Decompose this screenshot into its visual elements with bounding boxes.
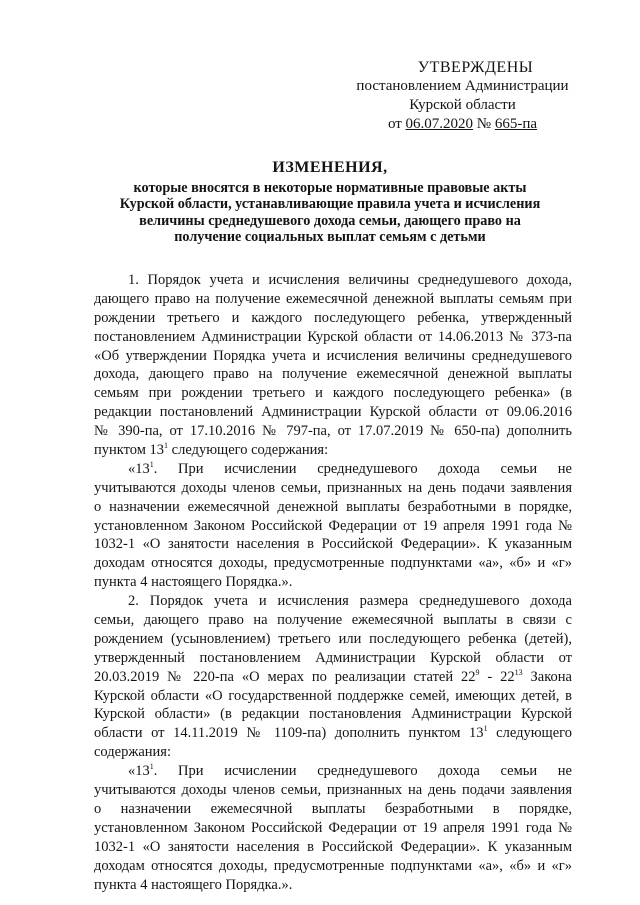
text-line: Курской области «О государственной поддержке семей, имеющих детей, в	[94, 687, 572, 704]
text-line: дохода, дающего право на получение ежемесячной денежной выплаты	[94, 366, 572, 383]
text-line: рождении третьего и каждого последующего ребенка, утвержденный	[94, 309, 572, 326]
approval-number: 665-па	[494, 116, 538, 132]
text-line: учитываются доходы членов семьи, признанных на день подачи заявления	[94, 782, 572, 799]
text-line: редакции постановлений Администрации Курской области от 09.06.2016	[94, 404, 572, 421]
approval-date: 06.07.2020	[405, 116, 474, 132]
text-line: о назначении ежемесячной денежной выплаты безработными в порядке,	[94, 498, 572, 515]
document-body	[94, 271, 572, 894]
heading-line: получение социальных выплат семьям с детьми	[174, 229, 486, 245]
date-prefix: от	[387, 116, 402, 132]
text-line: установленном Законом Российской Федерации от 19 апреля 1991 года №	[94, 517, 572, 534]
number-prefix: №	[476, 116, 492, 132]
text-line: «$13^1$. При исчислении среднедушевого дохода семьи не	[128, 459, 572, 477]
approval-title: УТВЕРЖДЕНЫ	[417, 59, 534, 76]
text-line: пункта 4 настоящего Порядка.».	[94, 574, 293, 591]
text-line: доходам относятся доходы, предусмотренные подпунктами «а», «б» и «г»	[94, 555, 572, 572]
text-line: 1. Порядок учета и исчисления величины среднедушевого дохода,	[128, 272, 572, 288]
text-line: семьи, дающего право на получение ежемесячной выплаты в связи с	[94, 612, 572, 629]
text-line: 1032-1 «О занятости населения в Российской Федерации». К указанным	[94, 838, 572, 855]
text-line: семьям при рождении третьего и каждого последующего ребенка» (в	[94, 385, 572, 402]
document-heading	[95, 160, 565, 246]
heading-title: ИЗМЕНЕНИЯ,	[272, 159, 388, 176]
approval-line: Курской области	[409, 97, 516, 113]
text-line: «$13^1$. При исчислении среднедушевого дохода семьи не	[128, 762, 572, 780]
text-line: пункта 4 настоящего Порядка.».	[94, 876, 293, 893]
approval-line: постановлением Администрации	[356, 78, 569, 94]
text-line: доходам относятся доходы, предусмотренные подпунктами «а», «б» и «г»	[94, 857, 572, 874]
text-line: утвержденный постановлением Администрации Курской области от	[94, 649, 572, 666]
text-line: постановлением Администрации Курской области от 14.06.2013 № 373-па	[94, 328, 572, 345]
text-line: 2. Порядок учета и исчисления размера среднедушевого дохода	[128, 593, 572, 610]
text-line: № 390-па, от 17.10.2016 № 797-па, от 17.07.2019 № 650-па) дополнить	[94, 423, 572, 440]
text-line: дающего право на получение ежемесячной денежной выплаты семьям при	[94, 290, 572, 307]
text-line: области от 14.11.2019 № 1109-па) дополнить пунктом $13^1$ следующего	[94, 724, 572, 742]
heading-line: Курской области, устанавливающие правила учета и исчисления	[119, 196, 541, 212]
text-line: рождением (усыновлением) третьего или последующего ребенка (детей),	[94, 630, 572, 647]
text-line: 1032-1 «О занятости населения в Российской Федерации». К указанным	[94, 536, 572, 553]
text-line: «Об утверждении Порядка учета и исчисления величины среднедушевого	[94, 347, 572, 364]
text-line: Курской области» (в редакции постановления Администрации Курской	[94, 706, 572, 723]
heading-line: которые вносятся в некоторые нормативные правовые акты	[133, 179, 527, 196]
heading-line: величины среднедушевого дохода семьи, дающего право на	[139, 212, 521, 229]
text-line: установленном Законом Российской Федерации от 19 апреля 1991 года №	[94, 819, 572, 836]
text-line: содержания:	[94, 744, 172, 761]
text-line: учитываются доходы членов семьи, признанных на день подачи заявления	[94, 479, 572, 496]
approval-date-line	[340, 115, 585, 134]
text-line: пунктом $13^1$ следующего содержания:	[94, 441, 329, 459]
text-line: 20.03.2019 № 220-па «О мерах по реализации статей $22^9 - 22^{13}$ Закона	[94, 667, 572, 685]
text-line: о назначении ежемесячной выплаты безработными в порядке,	[94, 800, 572, 817]
approval-block	[340, 58, 585, 134]
